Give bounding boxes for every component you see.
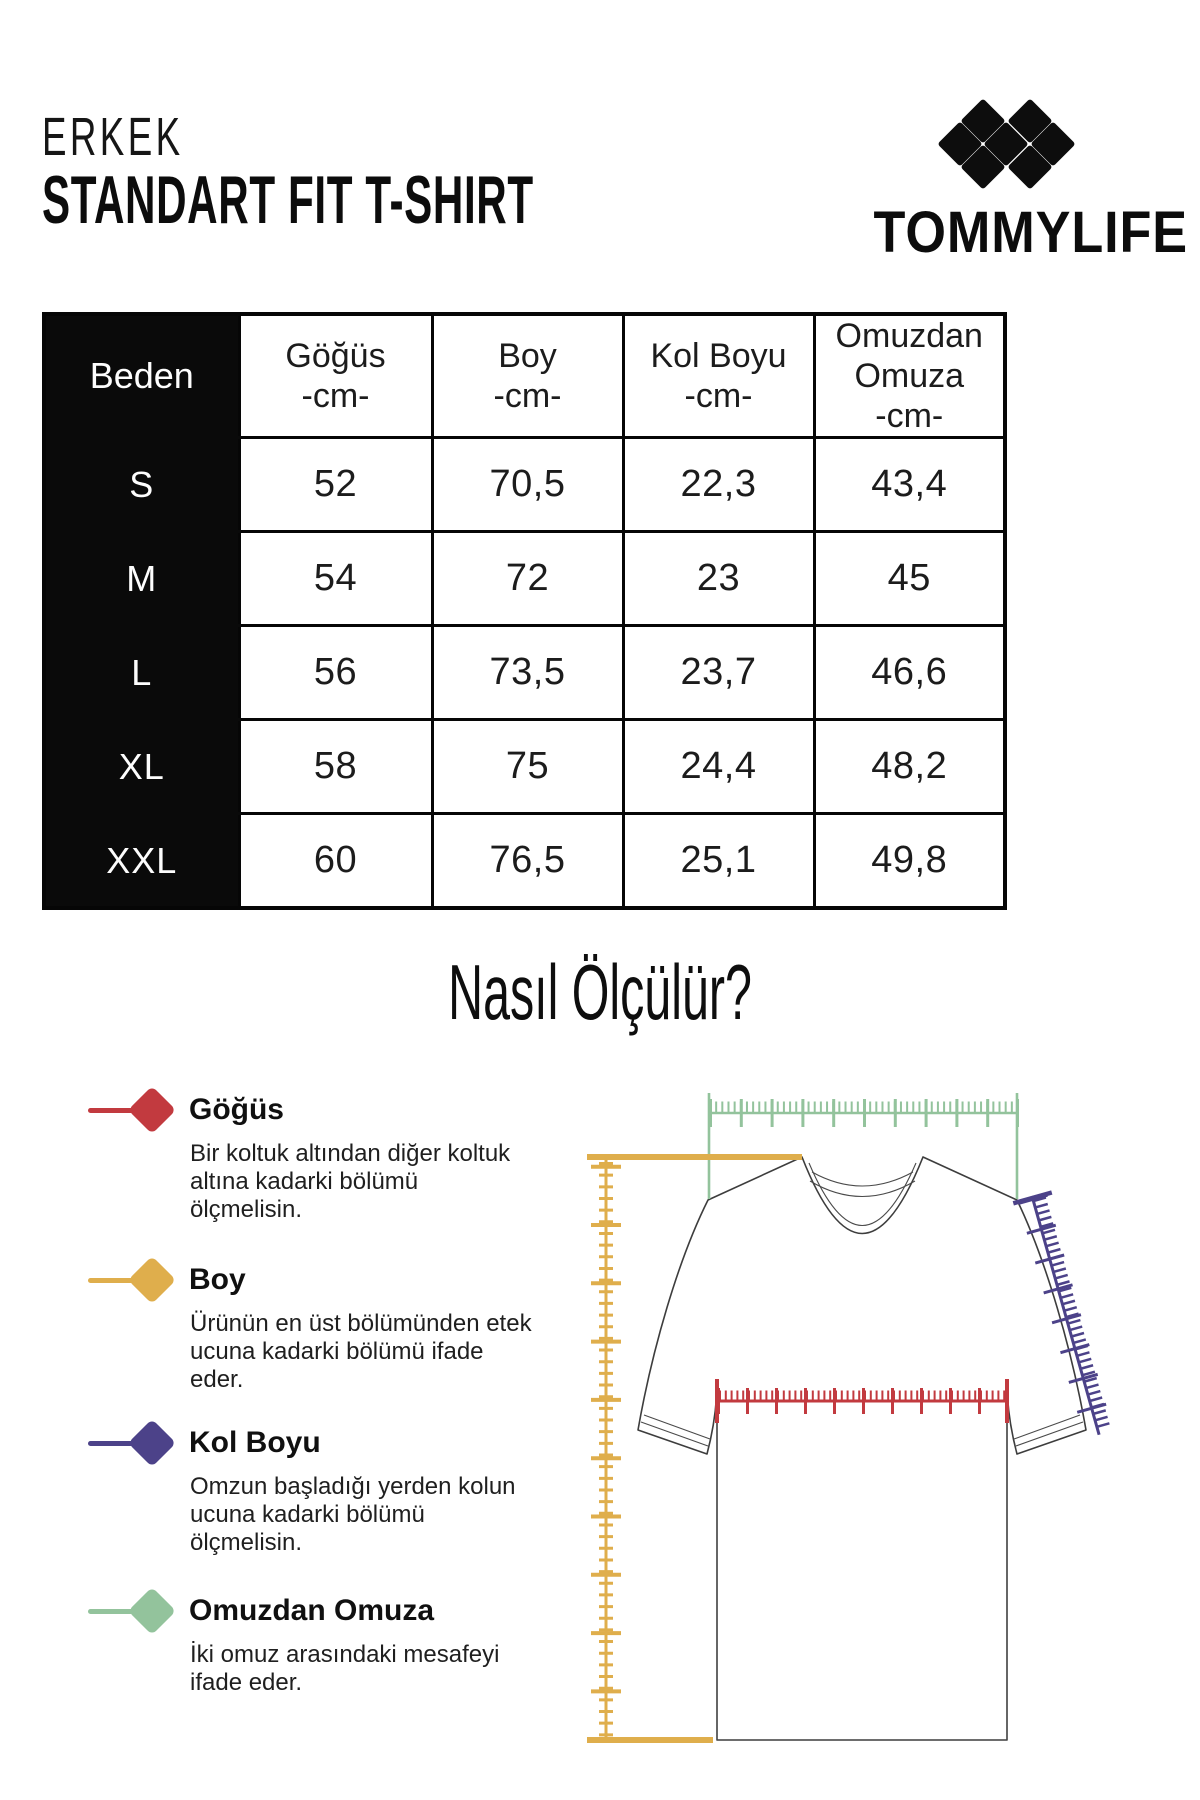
page-title: STANDART FIT T-SHIRT	[42, 162, 534, 238]
brand-name: TOMMYLIFE	[873, 200, 1189, 265]
legend-label-length: Boy	[189, 1263, 246, 1296]
shoulder-value: 45	[814, 532, 1005, 626]
length-diamond-icon	[128, 1256, 176, 1304]
shoulder-value: 46,6	[814, 626, 1005, 720]
shoulder-value: 49,8	[814, 814, 1005, 908]
size-table	[42, 312, 1007, 910]
sleeve-value: 22,3	[623, 438, 814, 532]
legend-desc-shoulder: İki omuz arasındaki mesafeyi ifade eder.	[190, 1641, 500, 1696]
sleeve-diamond-icon	[128, 1419, 176, 1467]
shoulder-value: 48,2	[814, 720, 1005, 814]
column-header-length: Boy -cm-	[432, 314, 623, 438]
shoulder-diamond-icon	[128, 1587, 176, 1635]
legend-item-chest	[88, 1086, 511, 1224]
table-row-xl	[44, 720, 1005, 814]
column-header-shoulder: Omuzdan Omuza -cm-	[814, 314, 1005, 438]
length-value: 76,5	[432, 814, 623, 908]
legend-item-length	[88, 1256, 532, 1394]
legend-label-sleeve: Kol Boyu	[189, 1426, 321, 1459]
size-label: S	[44, 438, 239, 532]
size-label: L	[44, 626, 239, 720]
legend-desc-length: Ürünün en üst bölümünden etek ucuna kadarki bölümü ifade eder.	[190, 1310, 532, 1393]
legend-label-shoulder: Omuzdan Omuza	[189, 1594, 435, 1627]
size-label: XL	[44, 720, 239, 814]
legend-item-sleeve	[88, 1419, 516, 1557]
legend-label-chest: Göğüs	[189, 1093, 284, 1126]
sleeve-value: 25,1	[623, 814, 814, 908]
collar-back-seam-1	[812, 1172, 913, 1186]
shoulder-value: 43,4	[814, 438, 1005, 532]
size-label: M	[44, 532, 239, 626]
chest-value: 56	[239, 626, 432, 720]
table-row-xxl	[44, 814, 1005, 908]
table-corner-beden: Beden	[44, 314, 239, 438]
column-header-chest: Göğüs -cm-	[239, 314, 432, 438]
product-category: ERKEK	[42, 107, 184, 167]
length-value: 73,5	[432, 626, 623, 720]
length-value: 72	[432, 532, 623, 626]
length-value: 75	[432, 720, 623, 814]
chest-diamond-icon	[128, 1086, 176, 1134]
legend-desc-sleeve: Omzun başladığı yerden kolun ucuna kadarki bölümü ölçmelisin.	[190, 1473, 516, 1556]
tommylife-logo-icon	[936, 98, 1077, 190]
length-value: 70,5	[432, 438, 623, 532]
sleeve-value: 23	[623, 532, 814, 626]
sleeve-value: 23,7	[623, 626, 814, 720]
legend-desc-chest: Bir koltuk altından diğer koltuk altına kadarki bölümü ölçmelisin.	[190, 1140, 511, 1223]
sleeve-value: 24,4	[623, 720, 814, 814]
chest-value: 58	[239, 720, 432, 814]
howto-section-title: Nasıl Ölçülür?	[448, 948, 752, 1036]
table-row-s	[44, 438, 1005, 532]
tshirt-measurement-diagram	[560, 1060, 1120, 1760]
table-row-m	[44, 532, 1005, 626]
chest-value: 54	[239, 532, 432, 626]
table-row-l	[44, 626, 1005, 720]
collar-back-seam-2	[810, 1181, 915, 1197]
legend-item-shoulder	[88, 1587, 508, 1697]
tshirt-outline	[638, 1157, 1086, 1740]
chest-value: 52	[239, 438, 432, 532]
column-header-sleeve: Kol Boyu -cm-	[623, 314, 814, 438]
table-header-row	[44, 314, 1005, 438]
size-label: XXL	[44, 814, 239, 908]
chest-value: 60	[239, 814, 432, 908]
